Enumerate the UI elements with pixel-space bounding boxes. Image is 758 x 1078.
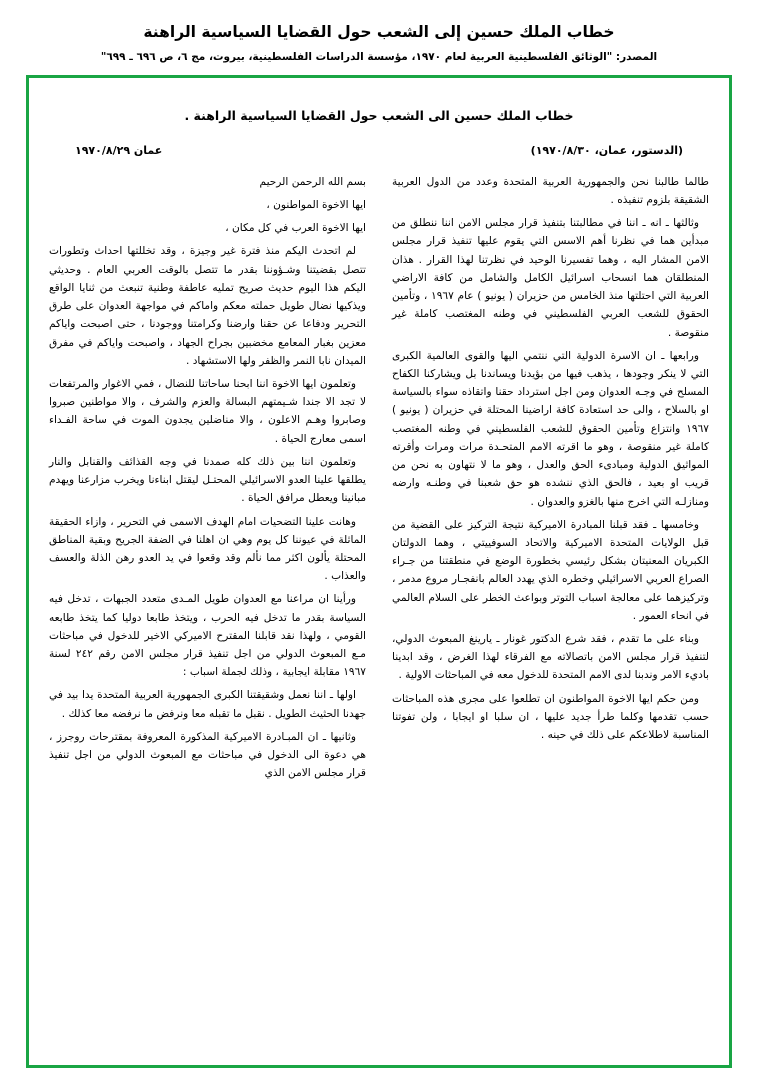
paragraph: ايها الاخوة المواطنون ،: [266, 199, 366, 211]
paragraph: وخامسها ـ فقد قبلنا المبادرة الاميركية نتيجة التركيز على القضية من قبل الولايات المتحدة الاميركية والاتحاد السوفييتي ، وهما الدولتان الكبريان المعنيتان بشكل رئيسي بخطورة الوضع في منطقتنا من جـراء الصراع العربي الاسرائيلي وخطره الذي يهدد العالم بانفجـار مروع مدمر ، وتركيزهما على معالجة اسباب التوتر وبواعث الخطر على السلام العالمي في انحاء العمور .: [392, 518, 709, 622]
paragraph: ورابعها ـ ان الاسرة الدولية التي ننتمي اليها والقوى العالمية الكبرى التي لا ينكر وجودها ، يذهب فيها من بؤيدنا ويساندنا بل ويشاركنا الكفاح المسلح في وجـه العدوان ومن اجل استرداد حقنا واتقاذه سواء بالسياسة او بالسلاح ، والى حد استعادة كافة اراضينا المحتلة في حزيران ( يونيو ) ١٩٦٧ وانتزاع وتأمين الحقوق للشعب الفلسطيني في وطنه المغتصب كاملة غير منقوصة ، وهو ما اقرته الامم المتحـدة مرات ومرات وأقرته المواثيق الدولية ومبادىء الحق والعدل ، وهو ما لا نتهاون به نحن من قريب او بعيد ، فالحق الذي ننشده هو حق شعبنا في وطنـه وارضه ومنازلـه التي اخرج منها بالغزو والعدوان .: [392, 349, 709, 508]
metadata-row: [49, 144, 709, 157]
content-frame: [26, 75, 732, 1068]
paragraph: لم اتحدث اليكم منذ فترة غير وجيزة ، وقد تخللتها احداث وتطورات تتصل بقضيتنا وشـؤوننا بقدر ما تتصل بالوقت العربي العام . وحديثي اليكم هذا اليوم حديث صريح تمليه عاطفة وطنية تنبعث من ثنايا الواقع ويذكيها نضال طويل حملته معكم واماكم في مواجهة العدوان على طرق التحرير ودفاعا عن حقنا وارضنا وكرامتنا ووجودنا ، حتى اصبحت واياكم معزين بغبار المعامع مخضبين بجراح الجهاد ، واصبحت واياكم في مفرق الميدان نابا النمر والظفر ولها الاستشهاد .: [49, 245, 366, 367]
paragraph: وثانيها ـ ان المبـادرة الاميركية المذكورة المعروفة بمقترحات روجرز ، هي دعوة الى الدخول في مباحثات مع المبعوث الدولي من اجل تنفيذ قرار مجلس الامن الذي: [49, 730, 366, 780]
document-source: المصدر: "الوثائق الفلسطينية العربية لعام ١٩٧٠، مؤسسة الدراسات الفلسطينية، بيروت، مج ٦، ص ٦٩٦ ـ ٦٩٩": [100, 51, 658, 64]
text-columns: [49, 173, 709, 1051]
meta-reference: (الدستور، عمان، ١٩٧٠/٨/٣٠): [530, 143, 683, 157]
paragraph: وتعلمون ايها الاخوة اننا ابحنا ساحاتنا للنضال ، فمي الاغوار والمرتفعات لا تجد الا جندا شـيمتهم البسالة والعزم والشرف ، والا مواطنين صبروا وصابروا وهـم الاعلون ، والا مناضلين يجدون الموت في ساحة الفـداء اسمى معارج الحياة .: [49, 377, 366, 445]
paragraph: وبناء على ما تقدم ، فقد شرع الدكتور غونار ـ يارينغ المبعوث الدولي، لتنفيذ قرار مجلس الامن باتصالاته مع الفرقاء لهذا الغرض ، وقد ابدينا باديء الامر وندبنا لدى الامم المتحدة للدخول معه في المباحثات الاولية .: [392, 633, 709, 682]
paragraph: طالما طالبنا نحن والجمهورية العربية المتحدة وعدد من الدول العربية الشقيقة بلزوم تنفيذه .: [392, 175, 709, 206]
paragraph: وهانت علينا التضحيات امام الهدف الاسمى في التحرير ، وازاء الحقيقة الماثلة في عيوننا كل يوم وهي ان اهلنا في الضفة الجريح وبقية المناطق المحتلة يألون اكثر مما نألم وقد وقعوا في يد العدو رهن الذلة والعسف والعذاب .: [49, 515, 366, 583]
paragraph: اولها ـ اننا نعمل وشقيقتنا الكبرى الجمهورية العربية المتحدة يدا بيد في جهدنا الحثيث الطويل . نقبل ما تقبله معا ونرفض ما نرفضه معا كذلك .: [49, 689, 366, 720]
column-left: [392, 173, 709, 1051]
speech-title: خطاب الملك حسين الى الشعب حول القضايا السياسية الراهنة .: [184, 107, 574, 123]
paragraph: وثالثها ـ انه ـ اننا في مطالبتنا بتنفيذ قرار مجلس الامن اننا ننطلق من مبدأين هما في نظرنا أهم الاسس التي يقوم عليها تنفيذ قرار مجلس الامن المشار اليه ، وهما تفسيرنا الوحيد في نظرتنا لهذا القرار . هذان المنطلقان هما انسحاب اسرائيل الكامل والشامل من كافة الاراضي العربية التي احتلتها منذ الخامس من حزيران ( يونيو ) عام ١٩٦٧ ، وتأمين الحقوق للشعب العربي الفلسطيني في وطنه المغتصب كاملة غير منقوصة .: [392, 217, 710, 339]
meta-place-date: عمان ١٩٧٠/٨/٢٩: [75, 143, 163, 157]
paragraph: ومن حكم ايها الاخوة المواطنون ان تطلعوا على مجرى هذه المباحثات حسب تقدمها وكلما طرأ جديد عليها ، ان سلبا او ايجابا ، ولن تفوتنا المناسبة لاطلاعكم على ذلك في حينه .: [392, 692, 709, 742]
page-title: خطاب الملك حسين إلى الشعب حول القضايا السياسية الراهنة: [143, 23, 615, 41]
paragraph: وتعلمون اننا بين ذلك كله صمدنا في وجه القذائف والقنابل والنار يطلقها علينا العدو الاسرائيلي المحتـل ليقتل ابناءنا ويخرب مزارعنا ويهدم مبانينا ويعطل مرافق الحياة .: [49, 455, 366, 505]
column-right: [49, 173, 366, 1051]
document-header: [26, 22, 732, 65]
paragraph: ايها الاخوة العرب في كل مكان ،: [225, 222, 366, 235]
paragraph: ورأينا ان مراعنا مع العدوان طويل المـدى متعدد الجبهات ، تدخل فيه السياسة بقدر ما تدخل فيه الحرب ، ويتخذ طابعا دوليا كما يتخذ طابعه القومي ، ولهذا نقد قابلنا المقترح الاميركي الاخير للدخول في مباحثات مـع المبعوث الدولي من اجل تنفيذ قرار مجلس الامن رقم ٢٤٢ لسنة ١٩٦٧ مقابلة ايجابية ، وذلك لجملة اسباب :: [49, 593, 366, 679]
paragraph: بسم الله الرحمن الرحيم: [259, 175, 366, 188]
